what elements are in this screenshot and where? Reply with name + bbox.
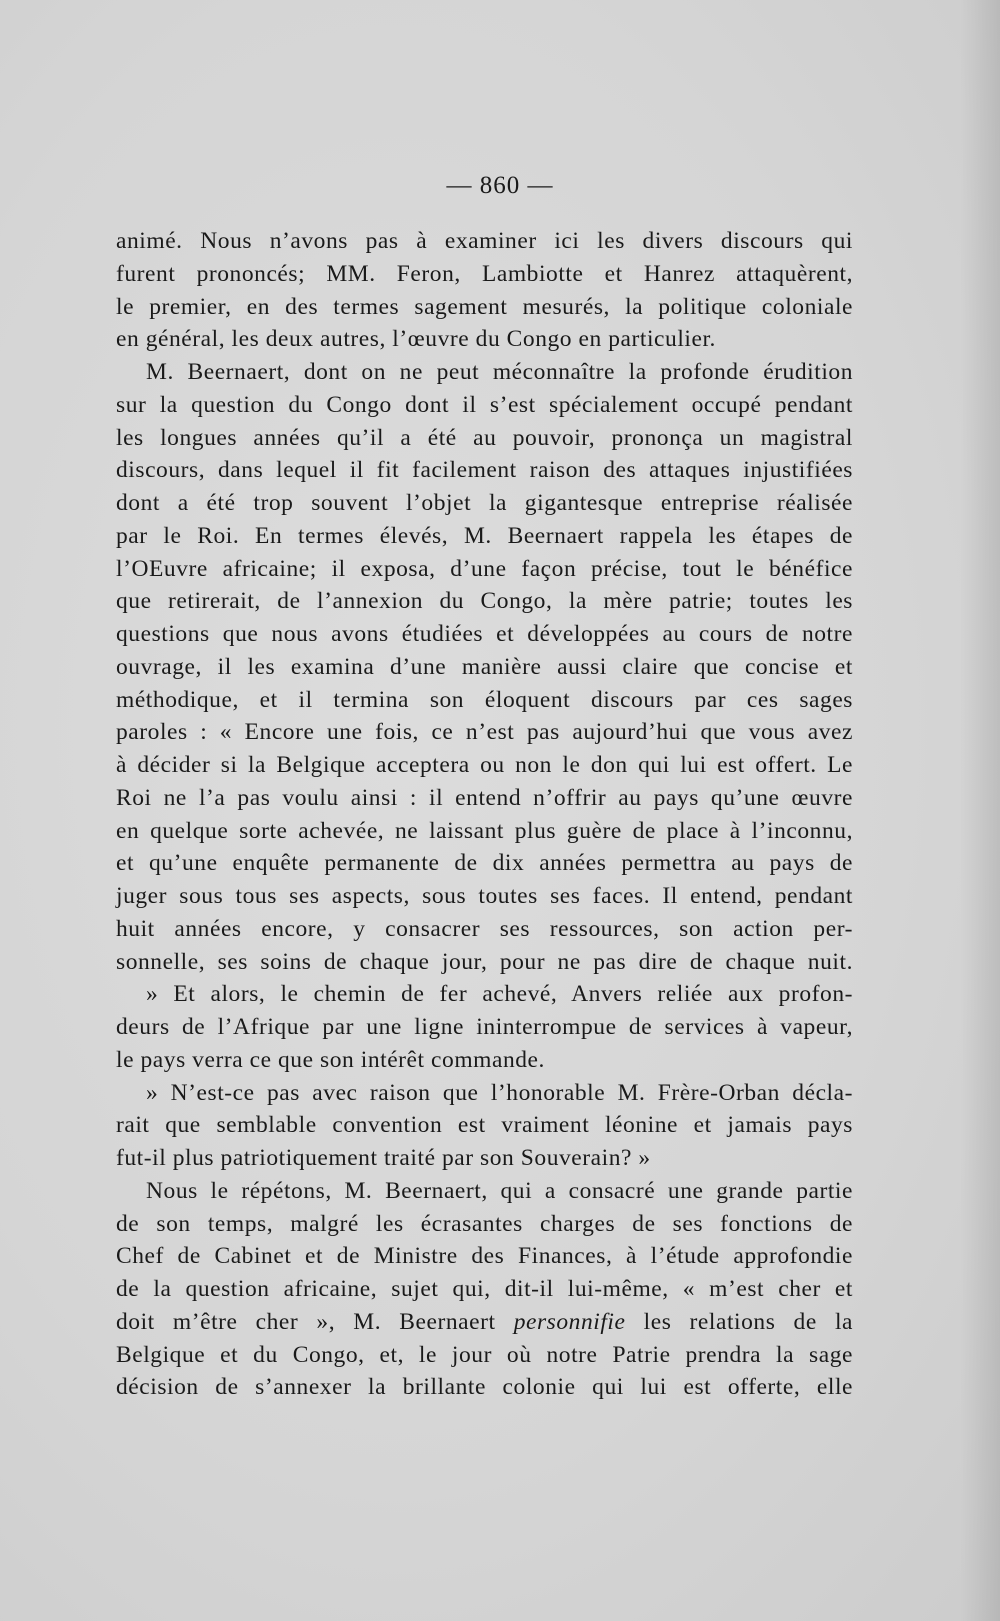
text-line: » N’est-ce pas avec raison que l’honorable M. Frère-Orban décla-	[146, 1079, 853, 1106]
page-number: — 860 —	[446, 172, 554, 199]
text-line: méthodique, et il termina son éloquent discours par ces sages	[116, 686, 853, 713]
text-line: en quelque sorte achevée, ne laissant plus guère de place à l’inconnu,	[116, 817, 853, 844]
text-line: furent prononcés; MM. Feron, Lambiotte et Hanrez attaquèrent,	[116, 260, 853, 287]
text-line: Belgique et du Congo, et, le jour où notre Patrie prendra la sage	[116, 1341, 853, 1368]
text-line: ouvrage, il les examina d’une manière aussi claire que concise et	[116, 653, 853, 680]
text-line: par le Roi. En termes élevés, M. Beernaert rappela les étapes de	[116, 522, 853, 549]
text-line: que retirerait, de l’annexion du Congo, la mère patrie; toutes les	[116, 588, 853, 615]
text-line	[116, 1306, 853, 1339]
text-line: M. Beernaert, dont on ne peut méconnaître la profonde érudition	[146, 359, 853, 385]
text-line: à décider si la Belgique acceptera ou non le don qui lui est offert. Le	[116, 752, 853, 778]
italic-word: personnifie	[513, 1308, 626, 1335]
text-line: Chef de Cabinet et de Ministre des Finances, à l’étude approfondie	[116, 1243, 853, 1270]
text-line: Nous le répétons, M. Beernaert, qui a consacré une grande partie	[146, 1177, 853, 1204]
text-line: juger sous tous ses aspects, sous toutes ses faces. Il entend, pendant	[116, 883, 853, 909]
text-line: le premier, en des termes sagement mesurés, la politique coloniale	[116, 293, 853, 320]
body-text	[116, 225, 853, 1404]
text-line: discours, dans lequel il fit facilement raison des attaques injustifiées	[116, 457, 853, 484]
text-line: et qu’une enquête permanente de dix années permettra au pays de	[116, 850, 853, 877]
text-line: Roi ne l’a pas voulu ainsi : il entend n’offrir au pays qu’une œuvre	[116, 784, 853, 811]
text-line: de la question africaine, sujet qui, dit-il lui-même, « m’est cher et	[116, 1276, 853, 1302]
text-line: huit années encore, y consacrer ses ressources, son action per-	[116, 915, 853, 942]
text-line: les longues années qu’il a été au pouvoir, prononça un magistral	[116, 424, 853, 451]
text-line: en général, les deux autres, l’œuvre du Congo en particulier.	[116, 326, 716, 353]
text-line: paroles : « Encore une fois, ce n’est pas aujourd’hui que vous avez	[116, 719, 853, 746]
text-line: dont a été trop souvent l’objet la gigantesque entreprise réalisée	[116, 490, 853, 516]
text-line: de son temps, malgré les écrasantes charges de ses fonctions de	[116, 1210, 853, 1237]
text-line: le pays verra ce que son intérêt commande.	[116, 1046, 545, 1073]
text-segment: doit m’être cher », M. Beernaert	[116, 1308, 514, 1335]
text-line: l’OEuvre africaine; il exposa, d’une façon précise, tout le bénéfice	[116, 555, 853, 582]
text-line: deurs de l’Afrique par une ligne ininterrompue de services à vapeur,	[116, 1014, 853, 1040]
text-line: questions que nous avons étudiées et développées au cours de notre	[116, 621, 853, 647]
text-line: décision de s’annexer la brillante colonie qui lui est offerte, elle	[116, 1374, 853, 1401]
page-edge-shadow	[960, 0, 1000, 1621]
text-line: sonnelle, ses soins de chaque jour, pour ne pas dire de chaque nuit.	[116, 948, 853, 975]
text-line: » Et alors, le chemin de fer achevé, Anvers reliée aux profon-	[146, 981, 853, 1008]
text-segment: les relations de la	[625, 1308, 854, 1335]
text-line: sur la question du Congo dont il s’est spécialement occupé pendant	[116, 391, 853, 418]
text-line: animé. Nous n’avons pas à examiner ici les divers discours qui	[116, 228, 853, 254]
text-line: fut-il plus patriotiquement traité par son Souverain? »	[116, 1145, 651, 1171]
text-line: rait que semblable convention est vraiment léonine et jamais pays	[116, 1112, 853, 1139]
